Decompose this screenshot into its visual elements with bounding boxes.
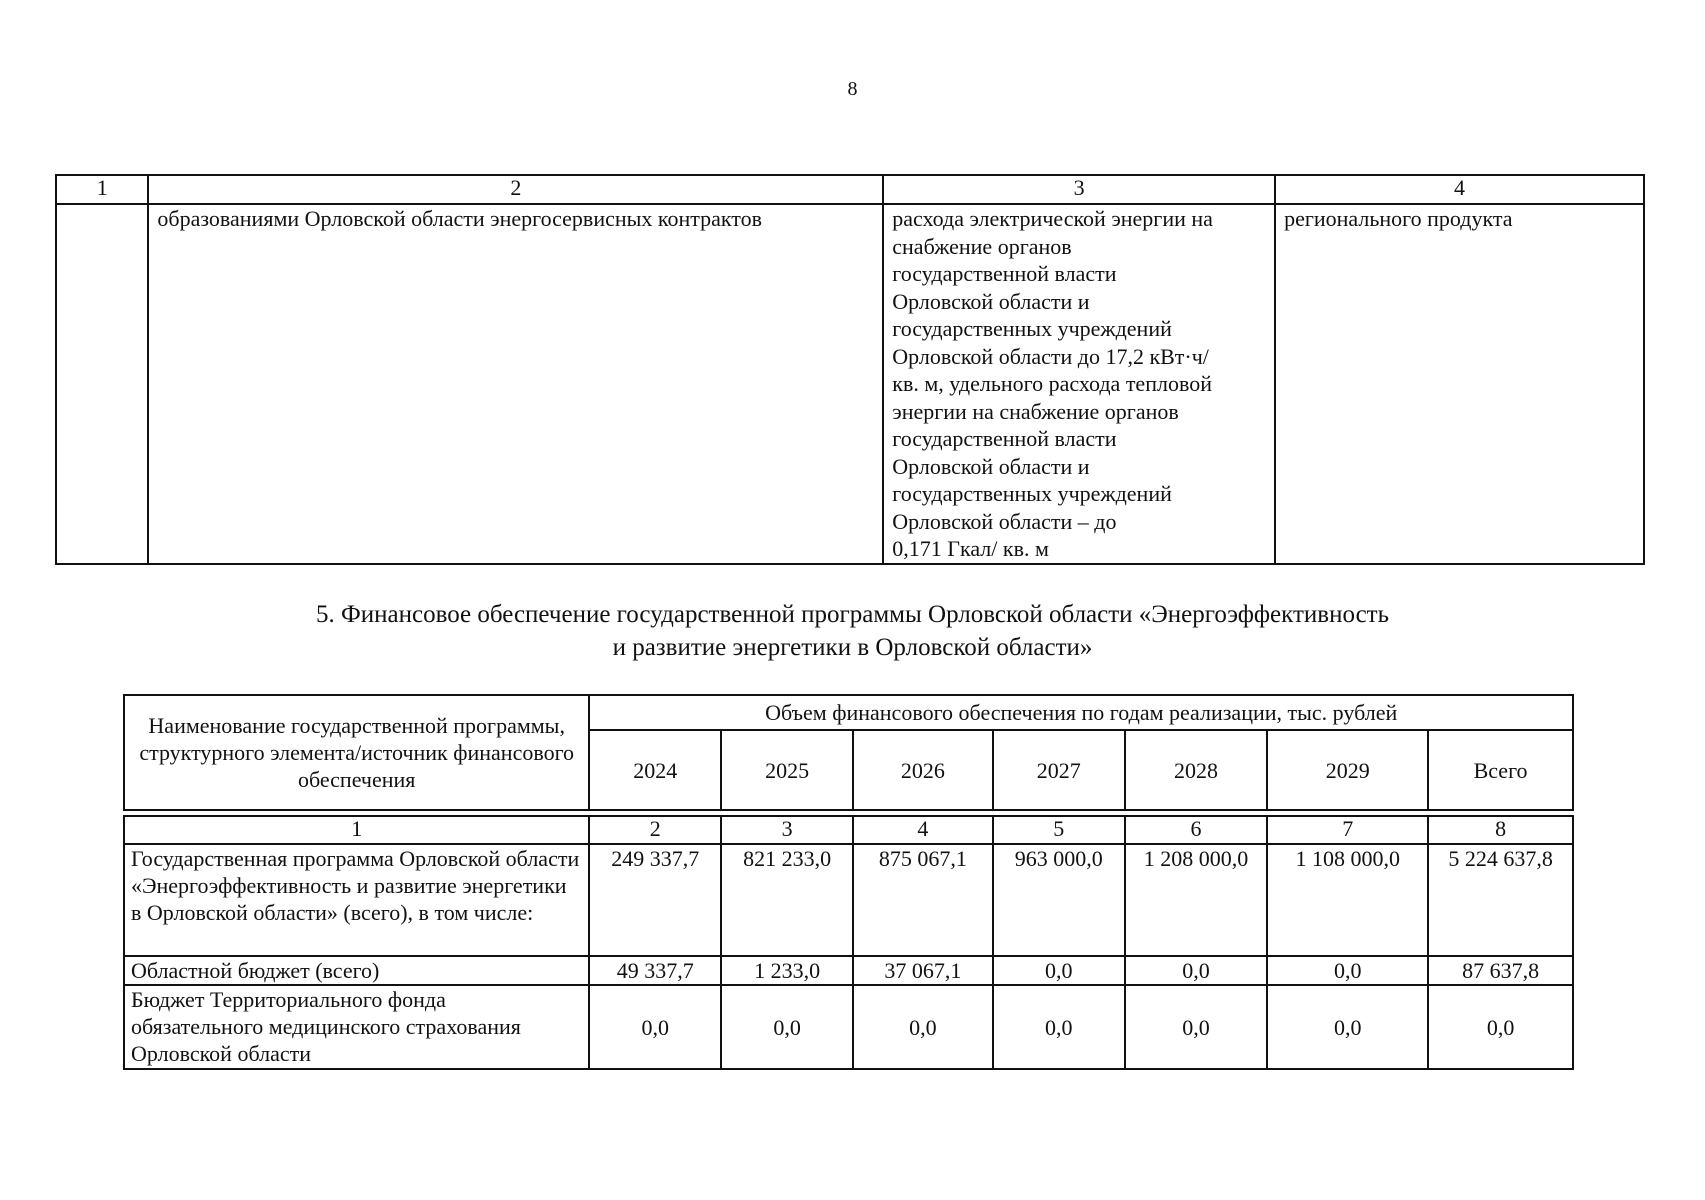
value-2027: 963 000,0 [993,844,1125,956]
section-heading-line-2: и развитие энергетики в Орловской области» [612,634,1093,661]
volume-column-header: Объем финансового обеспечения по годам реализации, тыс. рублей [589,695,1573,730]
value-2026: 0,0 [853,985,993,1069]
year-header-2024: 2024 [589,730,721,810]
continuation-table [55,174,1645,565]
column-number-3: 3 [721,816,853,844]
column-number-4: 4 [853,816,993,844]
financing-table [123,694,1574,1070]
section-heading-line-1: 5. Финансовое обеспечение государственной программы Орловской области «Энергоэффективность [315,601,1389,628]
year-header-2028: 2028 [1125,730,1268,810]
column-number-6: 6 [1125,816,1268,844]
value-total: 0,0 [1428,985,1573,1069]
row-name: Областной бюджет (всего) [124,956,589,985]
value-2027: 0,0 [993,956,1125,985]
value-2027: 0,0 [993,985,1125,1069]
cell-col2: образованиями Орловской области энергосервисных контрактов [148,204,883,564]
table-row [124,985,1573,1069]
cell-col4: регионального продукта [1275,204,1644,564]
column-number-1: 1 [56,175,148,204]
year-header-2027: 2027 [993,730,1125,810]
value-2026: 875 067,1 [853,844,993,956]
column-number-4: 4 [1275,175,1644,204]
year-header-2026: 2026 [853,730,993,810]
column-number-2: 2 [148,175,883,204]
column-number-2: 2 [589,816,721,844]
section-heading [0,598,1705,664]
column-number-1: 1 [124,816,589,844]
name-column-header: Наименование государственной программы, структурного элемента/источник финансового обеспечения [124,695,589,810]
value-2029: 0,0 [1267,985,1428,1069]
table-header-row [124,695,1573,730]
value-2028: 0,0 [1125,956,1268,985]
year-header-2029: 2029 [1267,730,1428,810]
row-name: Бюджет Территориального фонда обязательного медицинского страхования Орловской области [124,985,589,1069]
column-number-8: 8 [1428,816,1573,844]
value-total: 87 637,8 [1428,956,1573,985]
table-row [124,844,1573,956]
value-2025: 821 233,0 [721,844,853,956]
year-header-2025: 2025 [721,730,853,810]
value-2028: 1 208 000,0 [1125,844,1268,956]
column-number-5: 5 [993,816,1125,844]
value-2029: 1 108 000,0 [1267,844,1428,956]
cell-col1 [56,204,148,564]
table-header-row [56,175,1644,204]
value-2026: 37 067,1 [853,956,993,985]
column-number-7: 7 [1267,816,1428,844]
table-row [124,956,1573,985]
value-2024: 249 337,7 [589,844,721,956]
value-2025: 0,0 [721,985,853,1069]
value-2024: 49 337,7 [589,956,721,985]
value-2028: 0,0 [1125,985,1268,1069]
value-2024: 0,0 [589,985,721,1069]
column-number-row [124,816,1573,844]
table-row [56,204,1644,564]
cell-col3: расхода электрической энергии на снабжение органов государственной власти Орловской области и государственных учреждений Орловской области до 17,2 кВт·ч/ кв. м, удельного расхода тепловой энергии на снабжение органов государственной власти Орловской области и государственных учреждений Орловской области – до 0,171 Гкал/ кв. м [883,204,1275,564]
row-name: Государственная программа Орловской области «Энергоэффективность и развитие энергетики в Орловской области» (всего), в том числе: [124,844,589,956]
value-2029: 0,0 [1267,956,1428,985]
total-header: Всего [1428,730,1573,810]
page-number: 8 [847,78,858,100]
value-total: 5 224 637,8 [1428,844,1573,956]
value-2025: 1 233,0 [721,956,853,985]
column-number-3: 3 [883,175,1275,204]
